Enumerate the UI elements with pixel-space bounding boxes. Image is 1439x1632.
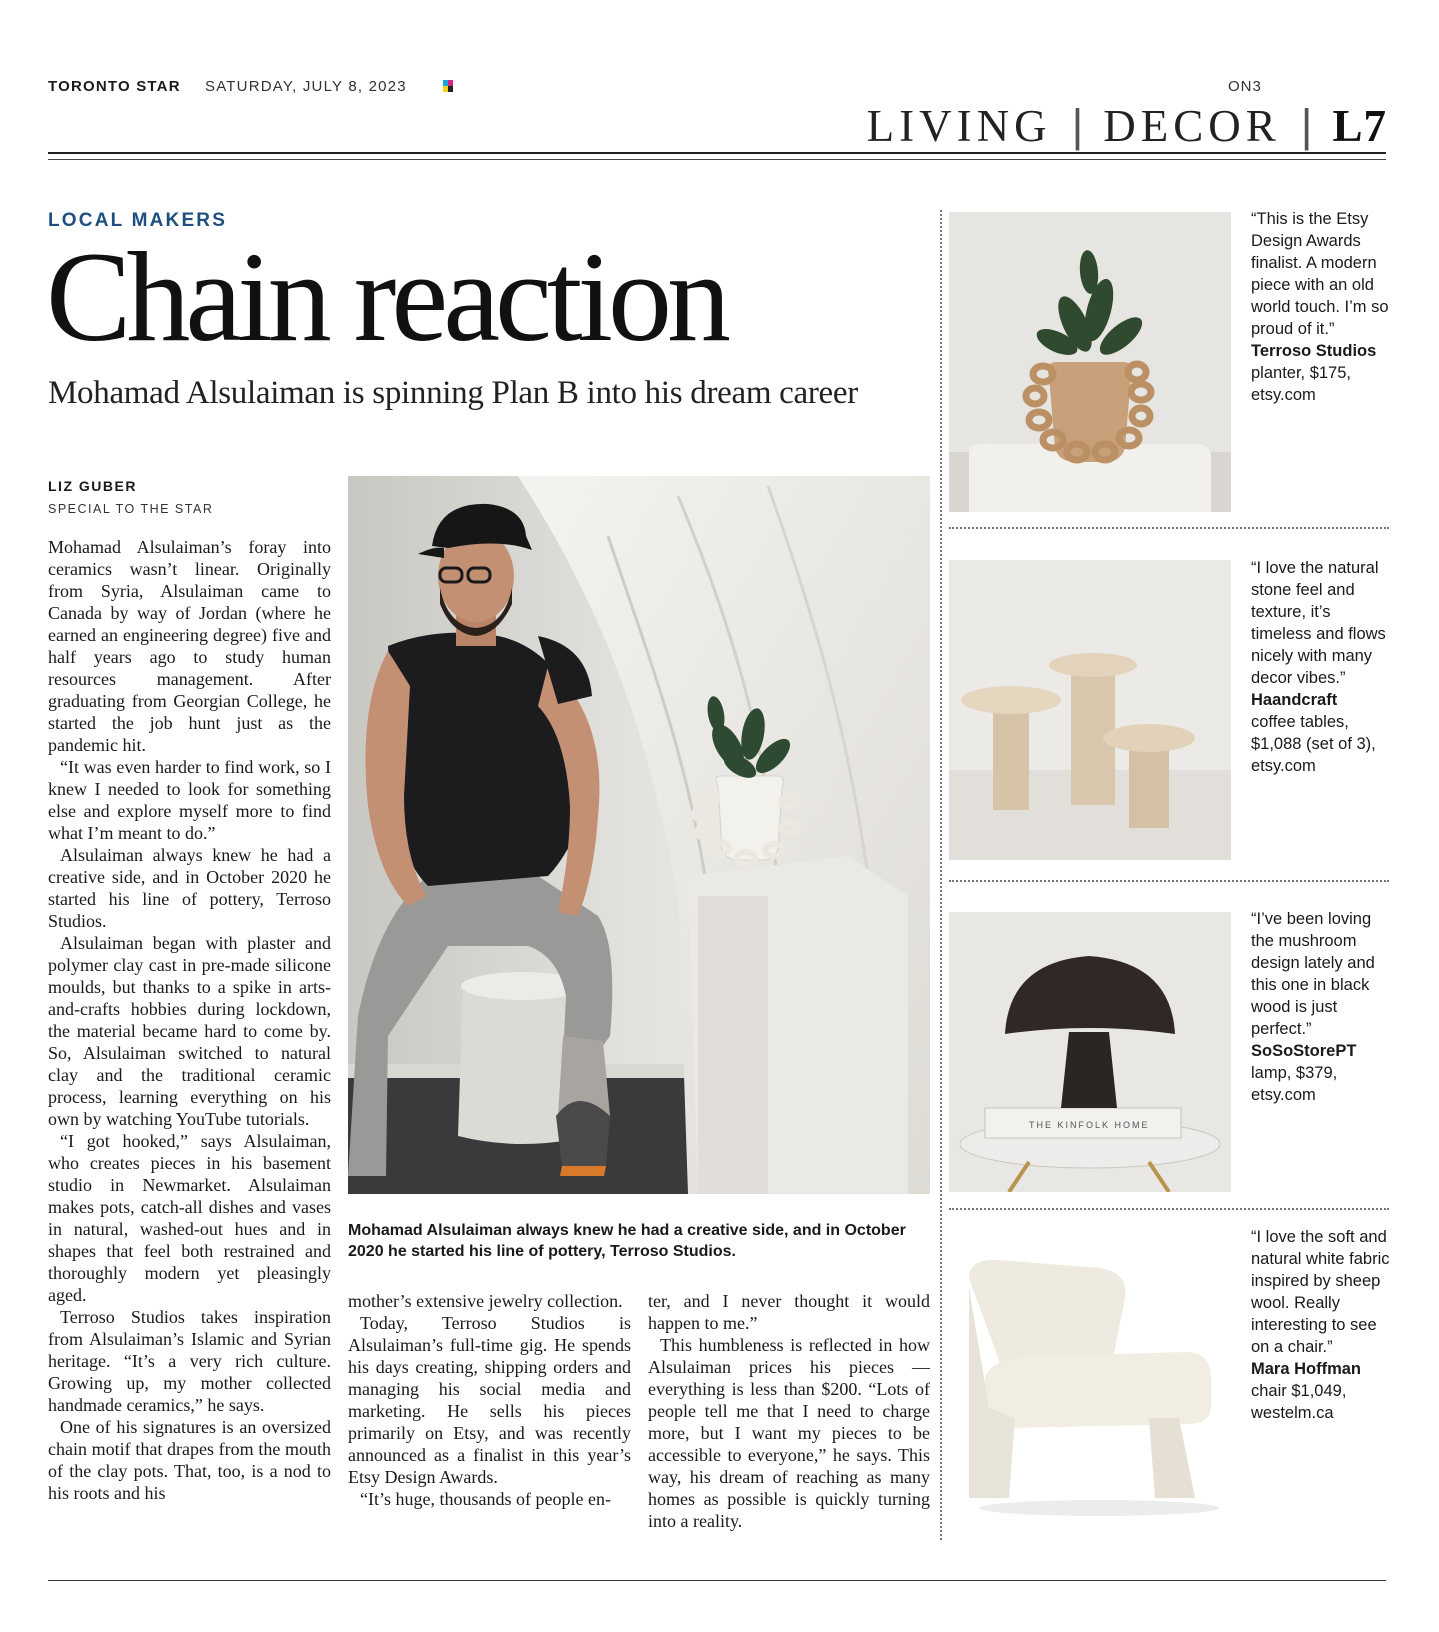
product-image-coffee-tables — [949, 560, 1231, 860]
product-details: coffee tables, $1,088 (set of 3), etsy.com — [1251, 713, 1376, 775]
article-column-1 — [48, 536, 331, 1536]
section-separator: | — [1300, 100, 1313, 151]
header-rule — [48, 152, 1386, 154]
section-header — [867, 100, 1387, 152]
publication-name: TORONTO STAR — [48, 78, 181, 95]
product-caption-coffee-tables — [1251, 557, 1391, 777]
main-photo — [348, 476, 930, 1194]
product-image-planter — [949, 212, 1231, 512]
paragraph: “It’s huge, thousands of people en- — [360, 1489, 611, 1509]
page-number: L7 — [1332, 101, 1387, 151]
product-image-lamp — [949, 912, 1231, 1212]
product-maker: Terroso Studios — [1251, 342, 1377, 360]
paragraph: Alsulaiman began with plaster and polymer clay cast in pre-made silicone moulds, but thanks to a spike in arts-and-crafts hobbies during lockdown, the material became hard to come by. So, Alsulaiman switched to natural clay and the traditional ceramic process, learning everything on his own by watching YouTube tutorials. — [48, 933, 331, 1129]
product-quote: “I love the soft and natural white fabric inspired by sheep wool. Really interesting to see on a chair.” — [1251, 1228, 1390, 1356]
paragraph: mother’s extensive jewelry collection. — [348, 1291, 623, 1311]
headline: Chain reaction — [46, 226, 726, 368]
product-details: lamp, $379, etsy.com — [1251, 1064, 1338, 1104]
product-caption-lamp — [1251, 908, 1391, 1106]
article-column-3 — [648, 1290, 930, 1540]
paragraph: Terroso Studios takes inspiration from Alsulaiman’s Islamic and Syrian heritage. “It’s a very rich culture. Growing up, my mother collected handmade ceramics,” he says. — [48, 1307, 331, 1415]
kicker: LOCAL MAKERS — [48, 210, 228, 231]
paragraph: Mohamad Alsulaiman’s foray into ceramics wasn’t linear. Originally from Syria, Alsulaiman came to Canada by way of Jordan (where he earned an engineering degree) five and half years ago to study human resources management. After graduating from Georgian College, he started the job hunt just as the pandemic hit. — [48, 537, 331, 755]
product-details: chair $1,049, westelm.ca — [1251, 1382, 1347, 1422]
paragraph: ter, and I never thought it would happen to me.” — [648, 1291, 930, 1333]
paragraph: “It was even harder to find work, so I knew I needed to look for something else and explore myself more to find what I’m meant to do.” — [48, 757, 331, 843]
product-maker: Mara Hoffman — [1251, 1360, 1362, 1378]
product-quote: “This is the Etsy Design Awards finalist. A modern piece with an old world touch. I’m so proud of it.” — [1251, 210, 1389, 338]
byline: LIZ GUBER — [48, 478, 137, 494]
product-details: planter, $175, etsy.com — [1251, 364, 1351, 404]
article-column-2 — [348, 1290, 631, 1540]
product-image-chair — [949, 1228, 1231, 1528]
product-divider — [949, 880, 1389, 882]
column-divider — [940, 210, 942, 1540]
portrait-illustration — [348, 476, 930, 1194]
product-maker: Haandcraft — [1251, 691, 1338, 709]
publication-date: SATURDAY, JULY 8, 2023 — [205, 78, 407, 95]
footer-rule — [48, 1580, 1386, 1581]
product-divider — [949, 1208, 1389, 1210]
section-living: LIVING — [866, 101, 1052, 151]
stone-tables-image — [949, 560, 1231, 860]
book-title: THE KINFOLK HOME — [1029, 1120, 1150, 1130]
product-quote: “I’ve been loving the mushroom design lately and this one in black wood is just perfect.” — [1251, 910, 1375, 1038]
paragraph: “I got hooked,” says Alsulaiman, who creates pieces in his basement studio in Newmarket. Alsulaiman makes pots, catch-all dishes and vases in natural, washed-out hues and in shapes that feel both restrained and thoroughly modern yet pleasingly aged. — [48, 1131, 331, 1305]
product-caption-planter — [1251, 208, 1391, 406]
paragraph: One of his signatures is an oversized chain motif that drapes from the mouth of the clay pots. That, too, is a nod to his roots and his — [48, 1417, 331, 1503]
section-separator: | — [1071, 100, 1084, 151]
paragraph: Alsulaiman always knew he had a creative side, and in October 2020 he started his line of pottery, Terroso Studios. — [48, 845, 331, 931]
product-divider — [949, 527, 1389, 529]
section-decor: DECOR — [1103, 101, 1281, 151]
byline-credit: SPECIAL TO THE STAR — [48, 502, 214, 516]
chain-planter-image — [949, 212, 1231, 512]
paragraph: This humbleness is reflected in how Alsulaiman prices his pieces — everything is less than $200. “Lots of people tell me that I need to charge more, but I want my pieces to be accessible to everyone,” he says. This way, his dream of reaching as many homes as possible is quickly turning into a reality. — [648, 1335, 930, 1531]
mushroom-lamp-image — [949, 912, 1231, 1192]
print-registration-mark — [443, 80, 454, 92]
photo-caption: Mohamad Alsulaiman always knew he had a creative side, and in October 2020 he started his line of pottery, Terroso Studios. — [348, 1222, 906, 1260]
header-rule-thin — [48, 159, 1386, 160]
product-maker: SoSoStorePT — [1251, 1042, 1357, 1060]
edition-code: ON3 — [1228, 78, 1262, 95]
paragraph: Today, Terroso Studios is Alsulaiman’s full-time gig. He spends his days creating, shipping orders and managing his social media and marketing. He sells his pieces primarily on Etsy, and was recently announced as a finalist in this year’s Etsy Design Awards. — [348, 1313, 631, 1487]
product-quote: “I love the natural stone feel and texture, it’s timeless and flows nicely with many decor vibes.” — [1251, 559, 1386, 687]
deck: Mohamad Alsulaiman is spinning Plan B into his dream career — [48, 375, 858, 411]
product-caption-chair — [1251, 1226, 1391, 1424]
boucle-chair-image — [949, 1228, 1231, 1528]
